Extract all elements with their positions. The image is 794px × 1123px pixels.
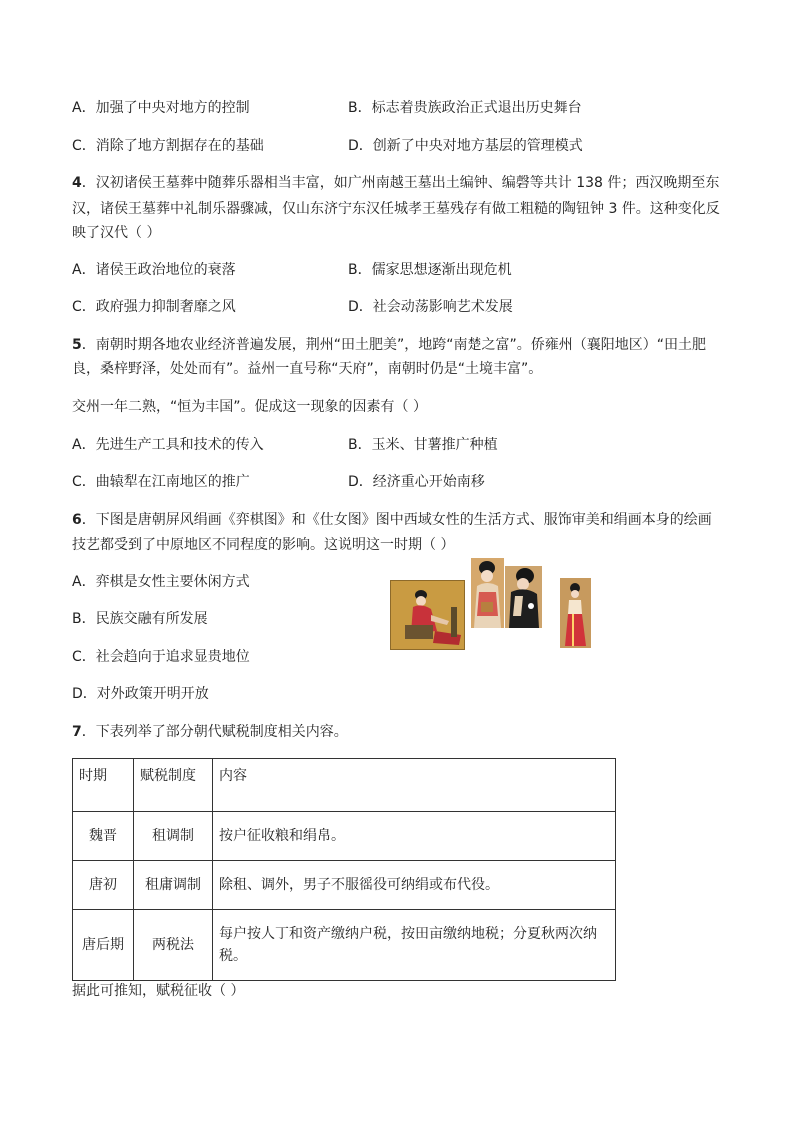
lady-painting-2	[505, 566, 542, 628]
table-cell-system: 两税法	[134, 910, 213, 981]
table-cell-content-line2: 税。	[219, 948, 247, 964]
q4-option-a[interactable]: A．诸侯王政治地位的衰落	[72, 262, 236, 278]
q4-number: 4	[72, 175, 82, 191]
table-cell-content: 除租、调外，男子不服徭役可纳绢或布代役。	[213, 861, 616, 910]
table-row	[73, 861, 616, 910]
q5-stem-line3: 交州一年二熟，“恒为丰国”。促成这一现象的因素有（ ）	[72, 399, 427, 415]
q5-number: 5	[72, 337, 82, 353]
table-cell-period: 魏晋	[73, 812, 134, 861]
lady-painting-1-art	[471, 558, 504, 628]
q4-stem-text1: ．汉初诸侯王墓葬中随葬乐器相当丰富，如广州南越王墓出土编钟、编磬等共计 138 件；西汉晚期至东	[81, 175, 720, 191]
q4-option-d[interactable]: D．社会动荡影响艺术发展	[348, 299, 513, 315]
weiqi-painting	[390, 580, 465, 650]
q6-option-b[interactable]: B．民族交融有所发展	[72, 611, 208, 627]
q4-stem-line3: 映了汉代（ ）	[72, 225, 161, 241]
q3-option-d[interactable]: D．创新了中央对地方基层的管理模式	[348, 138, 583, 154]
q3-option-b[interactable]: B．标志着贵族政治正式退出历史舞台	[348, 100, 582, 116]
q3-option-c[interactable]: C．消除了地方割据存在的基础	[72, 138, 264, 154]
q6-option-a[interactable]: A．弈棋是女性主要休闲方式	[72, 574, 250, 590]
table-cell-period: 唐后期	[73, 910, 134, 981]
q7-number: 7	[72, 724, 82, 740]
lady-painting-3-art	[560, 578, 591, 648]
table-cell-content: 按户征收粮和绢帛。	[213, 812, 616, 861]
q5-option-b[interactable]: B．玉米、甘薯推广种植	[348, 437, 498, 453]
table-cell-period: 唐初	[73, 861, 134, 910]
q7-after-text: 据此可推知，赋税征收（ ）	[72, 983, 245, 999]
q7-stem	[72, 722, 348, 742]
q4-option-b[interactable]: B．儒家思想逐渐出现危机	[348, 262, 512, 278]
q6-stem-line1	[72, 510, 712, 530]
q7-stem-text: ．下表列举了部分朝代赋税制度相关内容。	[81, 724, 348, 740]
q5-stem-text1: ．南朝时期各地农业经济普遍发展，荆州“田土肥美”，地跨“南楚之富”。侨雍州（襄阳地区）“田土肥	[81, 337, 707, 353]
q5-stem-line1	[72, 335, 706, 355]
q3-option-a[interactable]: A．加强了中央对地方的控制	[72, 100, 250, 116]
lady-painting-2-art	[505, 566, 542, 628]
q6-stem-line2: 技艺都受到了中原地区不同程度的影响。这说明这一时期（ ）	[72, 537, 455, 553]
table-row	[73, 910, 616, 981]
lady-painting-1	[471, 558, 504, 628]
lady-painting-3	[560, 578, 591, 648]
tax-system-table	[72, 758, 616, 981]
table-header-period: 时期	[73, 759, 134, 812]
table-cell-content	[213, 910, 616, 981]
tang-paintings-figure	[388, 556, 593, 652]
q5-option-c[interactable]: C．曲辕犁在江南地区的推广	[72, 474, 250, 490]
q5-stem-line2: 良，桑梓野泽，处处而有”。益州一直号称“天府”，南朝时仍是“土境丰富”。	[72, 361, 543, 377]
q5-option-d[interactable]: D．经济重心开始南移	[348, 474, 485, 490]
q6-number: 6	[72, 512, 82, 528]
q5-option-a[interactable]: A．先进生产工具和技术的传入	[72, 437, 264, 453]
table-cell-system: 租调制	[134, 812, 213, 861]
q4-stem-line2: 汉，诸侯王墓葬中礼制乐器骤减，仅山东济宁东汉任城孝王墓残存有做工粗糙的陶钮钟 3 件。这种变化反	[72, 201, 720, 217]
q6-stem-text1: ．下图是唐朝屏风绢画《弈棋图》和《仕女图》图中西域女性的生活方式、服饰审美和绢画本身的绘画	[81, 512, 712, 528]
q6-option-d[interactable]: D．对外政策开明开放	[72, 686, 209, 702]
table-cell-system: 租庸调制	[134, 861, 213, 910]
q4-stem-line1	[72, 173, 719, 193]
table-cell-content-line1: 每户按人丁和资产缴纳户税，按田亩缴纳地税；分夏秋两次纳	[219, 926, 597, 942]
weiqi-painting-art	[391, 581, 464, 649]
q6-option-c[interactable]: C．社会趋向于追求显贵地位	[72, 649, 250, 665]
table-header-system: 赋税制度	[134, 759, 213, 812]
table-header-row	[73, 759, 616, 812]
table-row	[73, 812, 616, 861]
table-header-content: 内容	[213, 759, 616, 812]
q4-option-c[interactable]: C．政府强力抑制奢靡之风	[72, 299, 236, 315]
